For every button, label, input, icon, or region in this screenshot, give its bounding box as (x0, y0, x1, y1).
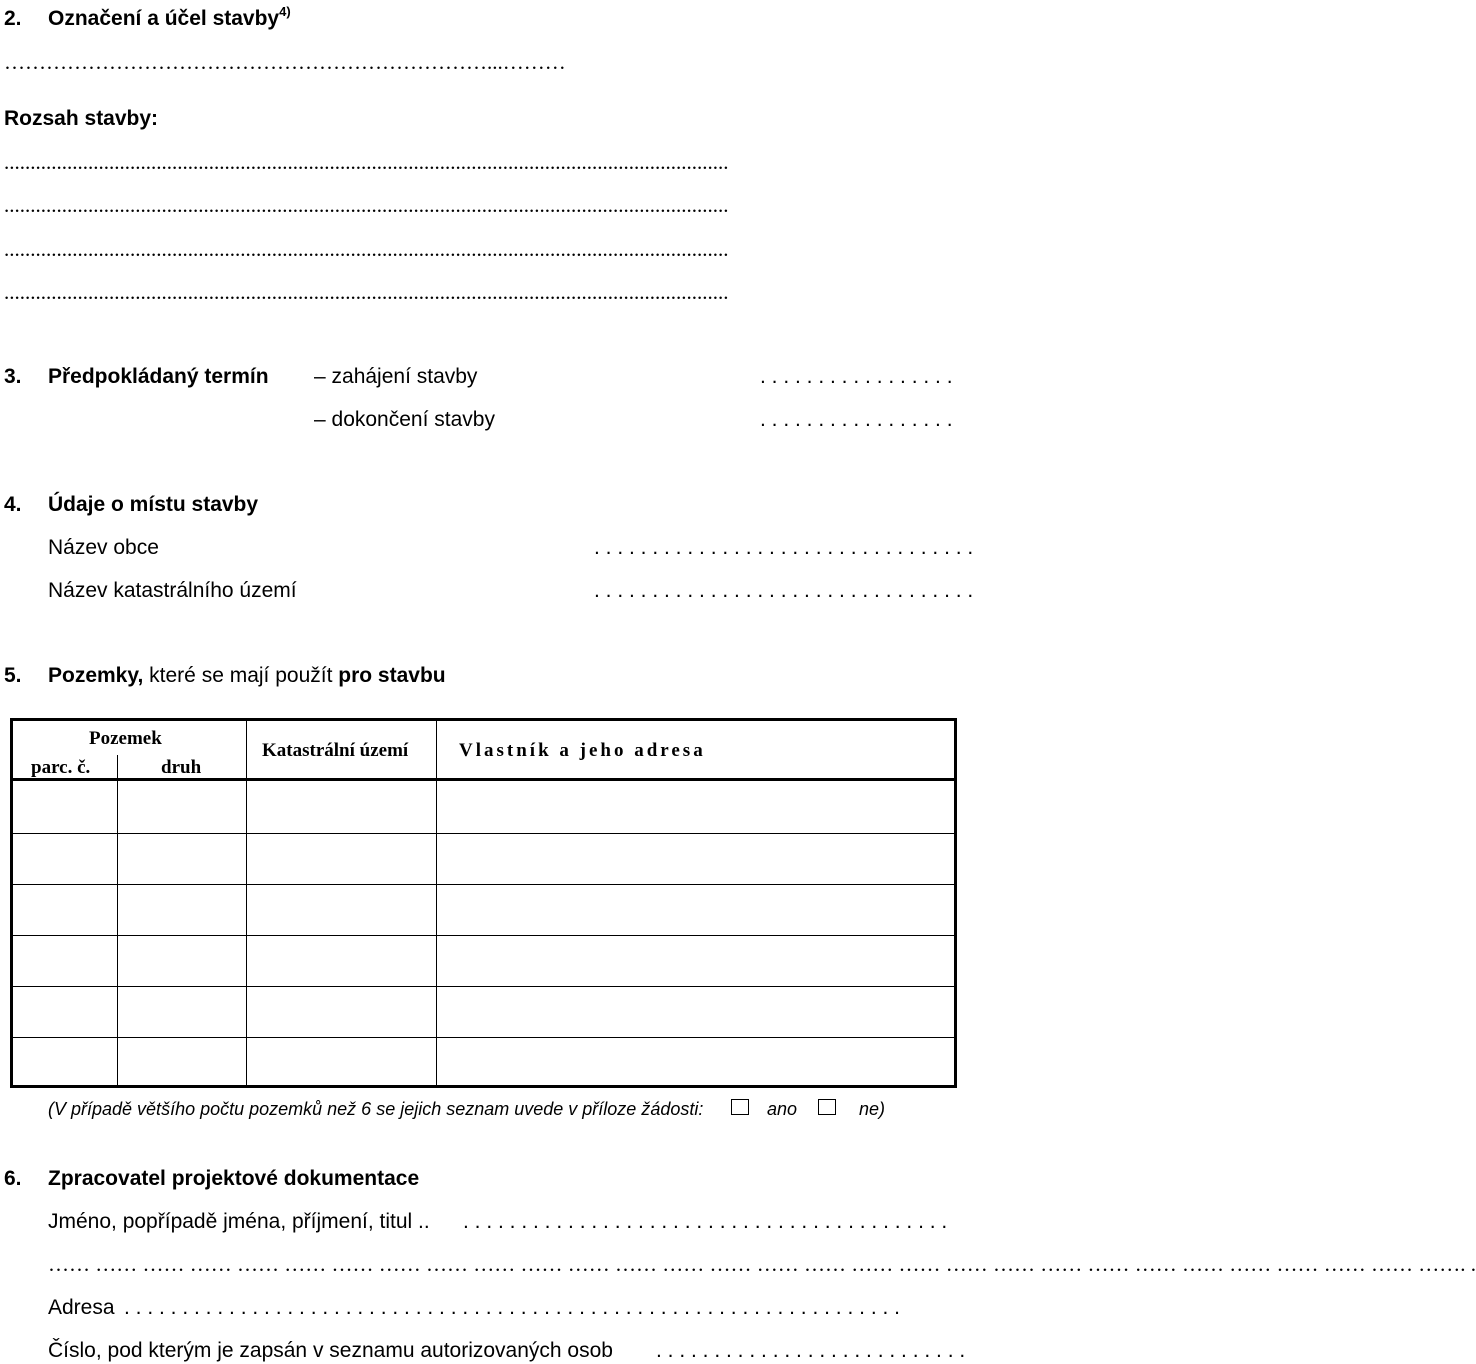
col-header-owner: Vlastník a jeho adresa (459, 740, 706, 761)
start-label: – zahájení stavby (314, 365, 478, 388)
footnote-marker: 4) (279, 4, 291, 19)
municipality-label: Název obce (48, 536, 159, 559)
row-divider (13, 935, 954, 936)
section2-title (48, 4, 291, 30)
option-yes-label: ano (767, 1099, 798, 1119)
name-value[interactable]: . . . . . . . . . . . . . . . . . . . . . . . . . . . . . . . . . . . . . . . . . . (463, 1210, 948, 1233)
section5-title (48, 665, 446, 686)
row-divider (13, 884, 954, 885)
col-header-parcel-number: parc. č. (31, 757, 91, 778)
section5-title-bold2: pro stavbu (338, 664, 446, 687)
cadastral-value[interactable]: . . . . . . . . . . . . . . . . . . . . . . . . . . . . . . . . . (594, 579, 974, 602)
section5-title-normal: které se mají použít (149, 664, 333, 687)
address-label: Adresa (48, 1296, 115, 1319)
row-divider (13, 1037, 954, 1038)
col-header-type: druh (161, 757, 202, 778)
section2-title-text: Označení a účel stavby (48, 7, 280, 30)
cadastral-label: Název katastrálního území (48, 579, 297, 602)
scope-line-2[interactable]: .......................................................................................................................................... (4, 193, 729, 217)
address-value[interactable]: . . . . . . . . . . . . . . . . . . . . . . . . . . . . . . . . . . . . . . . . . . . . . . . . . . . . . . . . . . . . . . . . . . . (124, 1296, 900, 1319)
section2-line: ……………………………………………………………...……… (4, 50, 566, 74)
section4-title: Údaje o místu stavby (48, 493, 259, 516)
col-divider-type (246, 721, 247, 1085)
header-group-parcel: Pozemek (89, 728, 162, 749)
section6-title: Zpracovatel projektové dokumentace (48, 1167, 420, 1190)
authorization-value[interactable]: . . . . . . . . . . . . . . . . . . . . . . . . . . . (656, 1339, 966, 1362)
checkbox-no[interactable] (818, 1099, 836, 1115)
parcels-note: (V případě většího počtu pozemků než 6 se jejich seznam uvede v příloze žádosti: (48, 1099, 704, 1119)
authorization-label: Číslo, pod kterým je zapsán v seznamu autorizovaných osob (48, 1339, 613, 1362)
scope-line-4[interactable]: .......................................................................................................................................... (4, 280, 729, 304)
parcels-table (10, 718, 957, 1088)
start-value[interactable]: . . . . . . . . . . . . . . . . . (760, 365, 953, 388)
section3-number: 3. (4, 365, 22, 388)
row-divider (13, 833, 954, 834)
section2-number: 2. (4, 7, 22, 30)
section5-number: 5. (4, 664, 22, 687)
name-line-2[interactable]: …… …… …… …… …… …… …… …… …… …… …… …… …… …… …… …… …… …… …… …… …… …… …… …… …… …… …… …… …… ……. . (48, 1252, 1476, 1276)
col-divider-parcel (117, 755, 118, 1085)
section5-title-bold: Pozemky, (48, 664, 144, 687)
name-label: Jméno, popřípadě jména, příjmení, titul .. (48, 1210, 430, 1233)
section6-number: 6. (4, 1167, 22, 1190)
scope-line-3[interactable]: .......................................................................................................................................... (4, 237, 729, 261)
option-no-label: ne) (859, 1099, 886, 1119)
checkbox-yes[interactable] (731, 1099, 749, 1115)
section4-number: 4. (4, 493, 22, 516)
section3-title: Předpokládaný termín (48, 365, 269, 388)
end-label: – dokončení stavby (314, 408, 495, 431)
col-header-cadastral: Katastrální území (262, 740, 409, 761)
header-divider (13, 778, 954, 781)
end-value[interactable]: . . . . . . . . . . . . . . . . . (760, 408, 953, 431)
scope-label: Rozsah stavby: (4, 107, 159, 130)
municipality-value[interactable]: . . . . . . . . . . . . . . . . . . . . . . . . . . . . . . . . . (594, 536, 974, 559)
row-divider (13, 986, 954, 987)
scope-line-1[interactable]: .......................................................................................................................................... (4, 150, 729, 174)
col-divider-cadastral (436, 721, 437, 1085)
